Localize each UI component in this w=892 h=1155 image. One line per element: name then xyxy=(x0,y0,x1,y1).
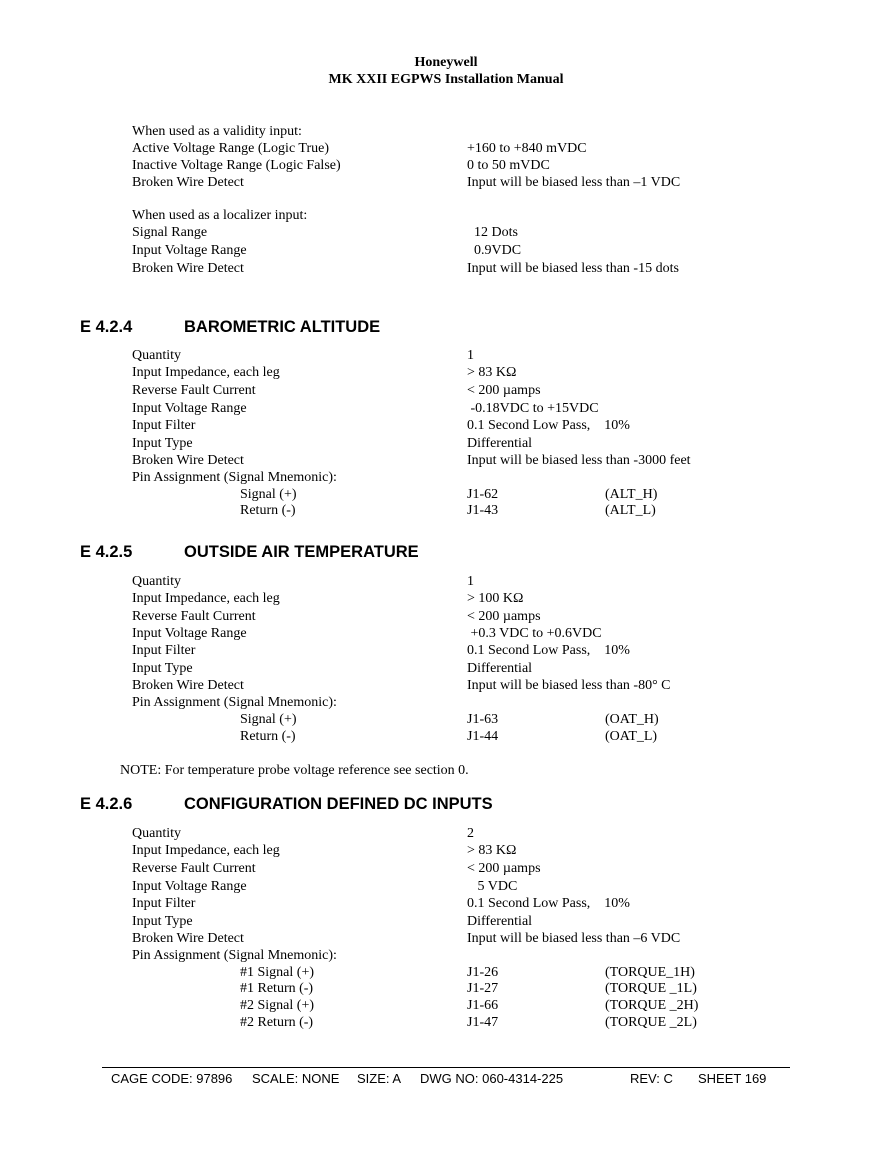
spec-value: Input will be biased less than -15 dots xyxy=(467,261,679,276)
spec-value: +160 to +840 mVDC xyxy=(467,141,587,156)
spec-label: Active Voltage Range (Logic True) xyxy=(132,141,330,156)
section-number: E 4.2.4 xyxy=(80,318,133,336)
note-text: NOTE: For temperature probe voltage reference see section 0. xyxy=(120,763,469,778)
section-number: E 4.2.6 xyxy=(80,795,133,813)
spec-label: Signal Range xyxy=(132,225,208,240)
spec-value: Input will be biased less than –1 VDC xyxy=(467,175,681,190)
spec-value: 0 to 50 mVDC xyxy=(467,158,550,173)
spec-value: 0.9VDC xyxy=(467,243,522,258)
footer-sheet: SHEET 169 xyxy=(698,1071,767,1086)
header-title: MK XXII EGPWS Installation Manual xyxy=(328,72,564,87)
footer-cage-code: CAGE CODE: 97896 xyxy=(111,1071,233,1086)
section-title: OUTSIDE AIR TEMPERATURE xyxy=(184,543,419,561)
section-number: E 4.2.5 xyxy=(80,543,133,561)
spec-label: Broken Wire Detect xyxy=(132,175,244,190)
spec-label: Inactive Voltage Range (Logic False) xyxy=(132,158,341,173)
spec-value: 12 Dots xyxy=(467,225,518,240)
footer-rev: REV: C xyxy=(630,1071,673,1086)
header-company: Honeywell xyxy=(414,55,478,70)
section-title: BAROMETRIC ALTITUDE xyxy=(184,318,381,336)
footer-size: SIZE: A xyxy=(357,1071,402,1086)
section-title: CONFIGURATION DEFINED DC INPUTS xyxy=(184,795,493,813)
footer-divider xyxy=(102,1067,790,1068)
footer-scale: SCALE: NONE xyxy=(252,1071,340,1086)
spec-label: Broken Wire Detect xyxy=(132,261,244,276)
footer-dwg-no: DWG NO: 060-4314-225 xyxy=(420,1071,564,1086)
manual-page: Honeywell MK XXII EGPWS Installation Manual When used as a validity input: Active Voltage Range (Logic True) +160 to +840 mVDC Inactive Voltage Range (Logic False) 0 to 50 mVDC Broken Wire Detect Input will be biased less than –1 VDC When used as a localizer input: Signal Range 12 Dots Input Voltage Range 0.9VDC Broken Wire Detect Input will be biased less than -15 dots E 4.2.4 BAROMETRIC ALTITUDE Quantity 1 Input Impedance, each leg > 83 KΩ Reverse Fault Current < 200 µamps Input Voltage Range -0.18VDC to +15VDC Input Filter 0.1 Second Low Pass, 10% Input Type Differential Broken Wire Detect Input will be biased less than -3000 feet Pin Assignment (Signal Mnemonic): Signal (+) J1-62 (ALT_H) Return (-) J1-43 (ALT_L) E 4.2.5 OUTSIDE AIR TEMPERATURE Quantity 1 Input Impedance, each leg > 100 KΩ Reverse Fault Current < 200 µamps Input Voltage Range +0.3 VDC to +0.6VDC Input Filter 0.1 Second Low Pass, 10% Input Type Differential Broken Wire Detect Input will be biased less than -80° C Pin Assignment (Signal Mnemonic): Signal (+) J1-63 (OAT_H) Return (-) J1-44 (OAT_L) NOTE: For temperature probe voltage reference see section 0. E 4.2.6 CONFIGURATION DEFINED DC INPUTS Quantity 2 Input Impedance, each leg > 83 KΩ Reverse Fault Current < 200 µamps Input Voltage Range 5 VDC Input Filter 0.1 Second Low Pass, 10% Input Type Differential Broken Wire Detect Input will be biased less than –6 VDC Pin Assignment (Signal Mnemonic): #1 Signal (+) J1-26 (TORQUE_1H) #1 Return (-) J1-27 (TORQUE _1L) #2 Signal (+) J1-66 (TORQUE _2H) #2 Return (-) J1-47 (TORQUE _2L) CAGE CODE: 97896 SCALE: NONE SIZE: A DWG NO: 060-4314-225 REV: C SHEET 169 xyxy=(0,0,892,1155)
spec-label: Input Voltage Range xyxy=(132,243,247,258)
